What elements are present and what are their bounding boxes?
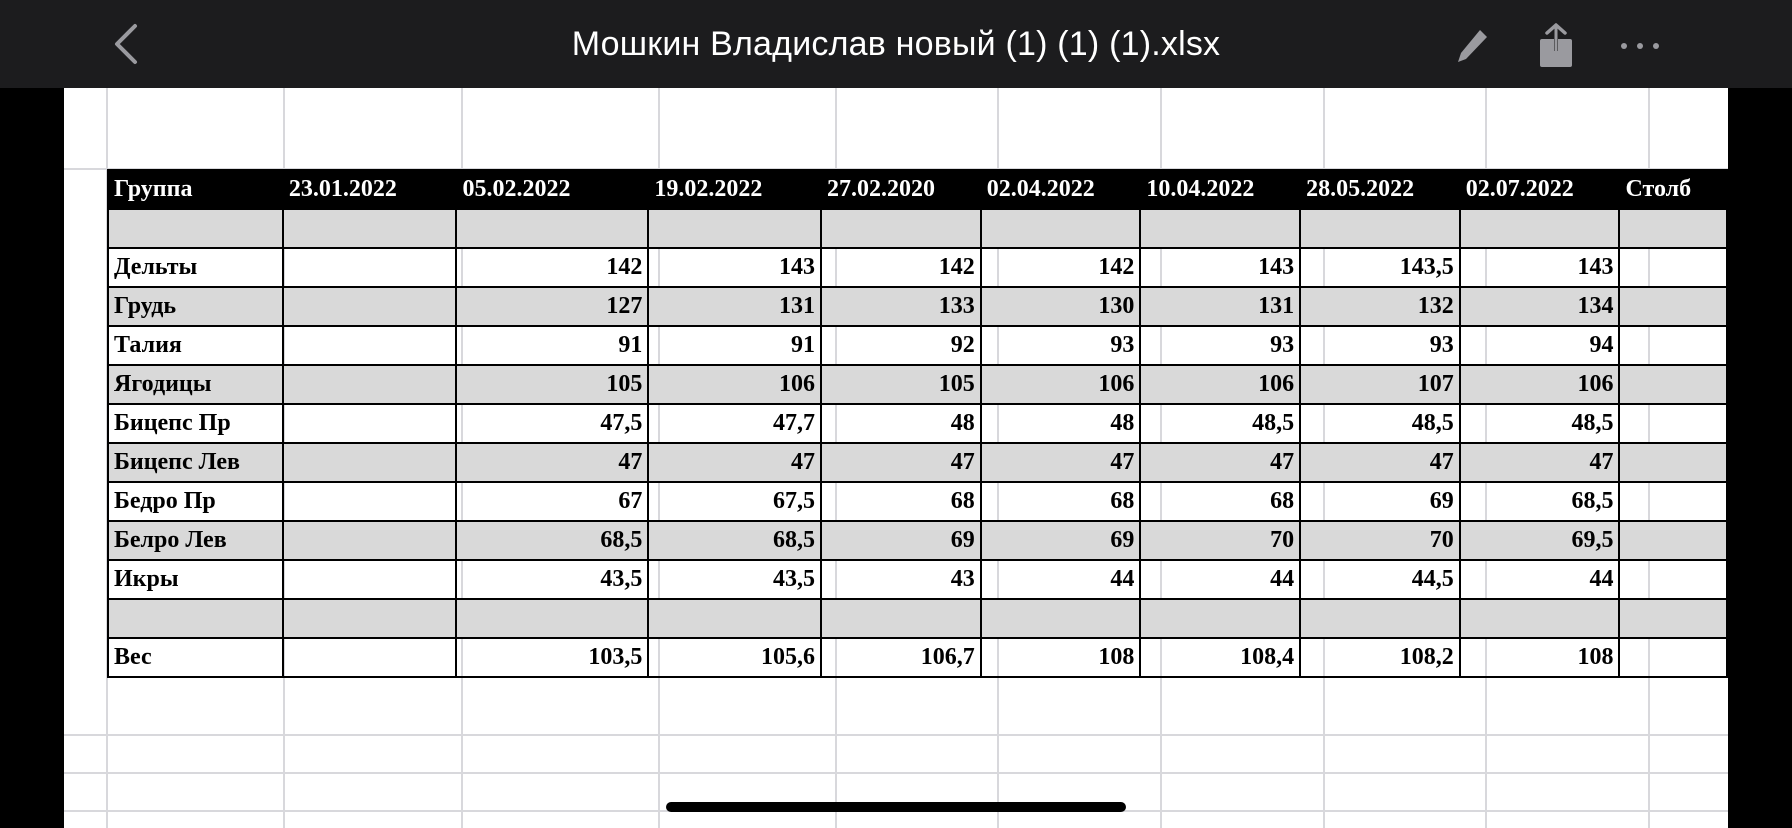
- value-cell[interactable]: 134: [1460, 287, 1620, 326]
- value-cell[interactable]: 68: [821, 482, 981, 521]
- value-cell[interactable]: [283, 287, 457, 326]
- value-cell[interactable]: 105: [821, 365, 981, 404]
- value-cell[interactable]: 105,6: [648, 638, 821, 677]
- header-cell[interactable]: 02.07.2022: [1460, 170, 1620, 209]
- value-cell[interactable]: 69: [1300, 482, 1460, 521]
- row-label-cell[interactable]: Белро Лев: [108, 521, 283, 560]
- value-cell[interactable]: 106: [1140, 365, 1300, 404]
- table-row: [108, 209, 1727, 248]
- value-cell[interactable]: [821, 209, 981, 248]
- value-cell[interactable]: [1300, 599, 1460, 638]
- value-cell[interactable]: [1619, 248, 1727, 287]
- value-cell[interactable]: 43,5: [648, 560, 821, 599]
- value-cell[interactable]: 44: [1140, 560, 1300, 599]
- value-cell[interactable]: 142: [456, 248, 648, 287]
- value-cell[interactable]: [1619, 404, 1727, 443]
- value-cell[interactable]: 143: [648, 248, 821, 287]
- value-cell[interactable]: 91: [648, 326, 821, 365]
- table-row: [108, 560, 1727, 599]
- value-cell[interactable]: [1619, 560, 1727, 599]
- value-cell[interactable]: [821, 599, 981, 638]
- value-cell[interactable]: 106,7: [821, 638, 981, 677]
- pencil-icon: [1454, 26, 1490, 66]
- share-button[interactable]: [1530, 20, 1582, 72]
- value-cell[interactable]: [283, 365, 457, 404]
- value-cell[interactable]: 68: [1140, 482, 1300, 521]
- value-cell[interactable]: 92: [821, 326, 981, 365]
- value-cell[interactable]: [1619, 443, 1727, 482]
- header-cell[interactable]: 28.05.2022: [1300, 170, 1460, 209]
- value-cell[interactable]: 68,5: [1460, 482, 1620, 521]
- value-cell[interactable]: 70: [1300, 521, 1460, 560]
- value-cell[interactable]: 47: [1140, 443, 1300, 482]
- value-cell[interactable]: 47: [1300, 443, 1460, 482]
- value-cell[interactable]: 143: [1460, 248, 1620, 287]
- spreadsheet-view[interactable]: [64, 88, 1728, 828]
- header-cell[interactable]: 02.04.2022: [981, 170, 1141, 209]
- value-cell[interactable]: 93: [1140, 326, 1300, 365]
- row-label-cell[interactable]: Талия: [108, 326, 283, 365]
- value-cell[interactable]: 47: [1460, 443, 1620, 482]
- value-cell[interactable]: [456, 209, 648, 248]
- value-cell[interactable]: 132: [1300, 287, 1460, 326]
- value-cell[interactable]: [1619, 482, 1727, 521]
- value-cell[interactable]: 131: [648, 287, 821, 326]
- value-cell[interactable]: [648, 209, 821, 248]
- value-cell[interactable]: [1619, 638, 1727, 677]
- table-row: [108, 482, 1727, 521]
- row-label-cell[interactable]: Дельты: [108, 248, 283, 287]
- value-cell[interactable]: 68,5: [648, 521, 821, 560]
- value-cell[interactable]: [1619, 287, 1727, 326]
- value-cell[interactable]: 47: [981, 443, 1141, 482]
- value-cell[interactable]: 133: [821, 287, 981, 326]
- value-cell[interactable]: [283, 560, 457, 599]
- value-cell[interactable]: 130: [981, 287, 1141, 326]
- table-row: [108, 326, 1727, 365]
- value-cell[interactable]: 105: [456, 365, 648, 404]
- row-label-cell[interactable]: [108, 599, 283, 638]
- value-cell[interactable]: 43: [821, 560, 981, 599]
- more-dots-icon: [1618, 40, 1662, 52]
- value-cell[interactable]: 106: [648, 365, 821, 404]
- value-cell[interactable]: [283, 521, 457, 560]
- value-cell[interactable]: 67,5: [648, 482, 821, 521]
- home-indicator[interactable]: [666, 802, 1126, 812]
- row-label-cell[interactable]: Ягодицы: [108, 365, 283, 404]
- value-cell[interactable]: 68,5: [456, 521, 648, 560]
- row-label-cell[interactable]: Икры: [108, 560, 283, 599]
- header-cell[interactable]: 23.01.2022: [283, 170, 457, 209]
- document-title: Мошкин Владислав новый (1) (1) (1).xlsx: [571, 24, 1221, 63]
- value-cell[interactable]: [1619, 365, 1727, 404]
- value-cell[interactable]: 143: [1140, 248, 1300, 287]
- value-cell[interactable]: 106: [1460, 365, 1620, 404]
- value-cell[interactable]: 48,5: [1140, 404, 1300, 443]
- value-cell[interactable]: 44: [981, 560, 1141, 599]
- value-cell[interactable]: 47,7: [648, 404, 821, 443]
- value-cell[interactable]: 70: [1140, 521, 1300, 560]
- row-label-cell[interactable]: Бицепс Пр: [108, 404, 283, 443]
- value-cell[interactable]: 93: [981, 326, 1141, 365]
- value-cell[interactable]: 69: [981, 521, 1141, 560]
- row-label-cell[interactable]: Вес: [108, 638, 283, 677]
- value-cell[interactable]: 68: [981, 482, 1141, 521]
- edit-button[interactable]: [1446, 20, 1498, 72]
- value-cell[interactable]: 47: [456, 443, 648, 482]
- header-cell[interactable]: Группа: [108, 170, 283, 209]
- value-cell[interactable]: [1460, 599, 1620, 638]
- chevron-left-icon: [113, 23, 139, 65]
- value-cell[interactable]: [283, 209, 457, 248]
- value-cell[interactable]: 107: [1300, 365, 1460, 404]
- table-row: [108, 365, 1727, 404]
- value-cell[interactable]: [1460, 209, 1620, 248]
- value-cell[interactable]: 143,5: [1300, 248, 1460, 287]
- table-row: [108, 404, 1727, 443]
- value-cell[interactable]: [283, 326, 457, 365]
- value-cell[interactable]: 142: [821, 248, 981, 287]
- value-cell[interactable]: 48: [821, 404, 981, 443]
- value-cell[interactable]: 44: [1460, 560, 1620, 599]
- value-cell[interactable]: [456, 599, 648, 638]
- value-cell[interactable]: 108,2: [1300, 638, 1460, 677]
- value-cell[interactable]: [283, 404, 457, 443]
- row-label-cell[interactable]: Бедро Пр: [108, 482, 283, 521]
- top-bar: [0, 0, 1792, 88]
- value-cell[interactable]: 48,5: [1300, 404, 1460, 443]
- value-cell[interactable]: 103,5: [456, 638, 648, 677]
- value-cell[interactable]: [981, 599, 1141, 638]
- value-cell[interactable]: 108,4: [1140, 638, 1300, 677]
- value-cell[interactable]: 67: [456, 482, 648, 521]
- row-label-cell[interactable]: Бицепс Лев: [108, 443, 283, 482]
- header-cell[interactable]: 10.04.2022: [1140, 170, 1300, 209]
- table-row: [108, 638, 1727, 677]
- row-label-cell[interactable]: Грудь: [108, 287, 283, 326]
- table-row: [108, 443, 1727, 482]
- value-cell[interactable]: [648, 599, 821, 638]
- value-cell[interactable]: [283, 443, 457, 482]
- value-cell[interactable]: 106: [981, 365, 1141, 404]
- value-cell[interactable]: 48,5: [1460, 404, 1620, 443]
- value-cell[interactable]: 131: [1140, 287, 1300, 326]
- value-cell[interactable]: 108: [981, 638, 1141, 677]
- value-cell[interactable]: 127: [456, 287, 648, 326]
- value-cell[interactable]: 47: [821, 443, 981, 482]
- header-cell[interactable]: 19.02.2022: [648, 170, 821, 209]
- value-cell[interactable]: [1140, 599, 1300, 638]
- value-cell[interactable]: 44,5: [1300, 560, 1460, 599]
- table-row: [108, 599, 1727, 638]
- value-cell[interactable]: 93: [1300, 326, 1460, 365]
- header-cell[interactable]: 27.02.2020: [821, 170, 981, 209]
- value-cell[interactable]: [283, 599, 457, 638]
- table-row: [108, 287, 1727, 326]
- value-cell[interactable]: [283, 638, 457, 677]
- share-icon: [1538, 23, 1574, 69]
- value-cell[interactable]: 69,5: [1460, 521, 1620, 560]
- value-cell[interactable]: [1619, 326, 1727, 365]
- value-cell[interactable]: [283, 248, 457, 287]
- header-cell[interactable]: 05.02.2022: [456, 170, 648, 209]
- value-cell[interactable]: 48: [981, 404, 1141, 443]
- header-cell[interactable]: Столб: [1619, 170, 1727, 209]
- table-row: [108, 248, 1727, 287]
- table-row: [108, 521, 1727, 560]
- more-button[interactable]: [1614, 20, 1666, 72]
- value-cell[interactable]: [1300, 209, 1460, 248]
- value-cell[interactable]: 94: [1460, 326, 1620, 365]
- row-label-cell[interactable]: [108, 209, 283, 248]
- value-cell[interactable]: 47,5: [456, 404, 648, 443]
- measurements-table: [107, 169, 1728, 678]
- value-cell[interactable]: 69: [821, 521, 981, 560]
- back-button[interactable]: [104, 20, 148, 68]
- value-cell[interactable]: 108: [1460, 638, 1620, 677]
- value-cell[interactable]: [981, 209, 1141, 248]
- header-row: [108, 170, 1727, 209]
- value-cell[interactable]: [1619, 521, 1727, 560]
- value-cell[interactable]: 43,5: [456, 560, 648, 599]
- value-cell[interactable]: [283, 482, 457, 521]
- value-cell[interactable]: 91: [456, 326, 648, 365]
- value-cell[interactable]: 142: [981, 248, 1141, 287]
- value-cell[interactable]: [1140, 209, 1300, 248]
- value-cell[interactable]: 47: [648, 443, 821, 482]
- value-cell[interactable]: [1619, 599, 1727, 638]
- value-cell[interactable]: [1619, 209, 1727, 248]
